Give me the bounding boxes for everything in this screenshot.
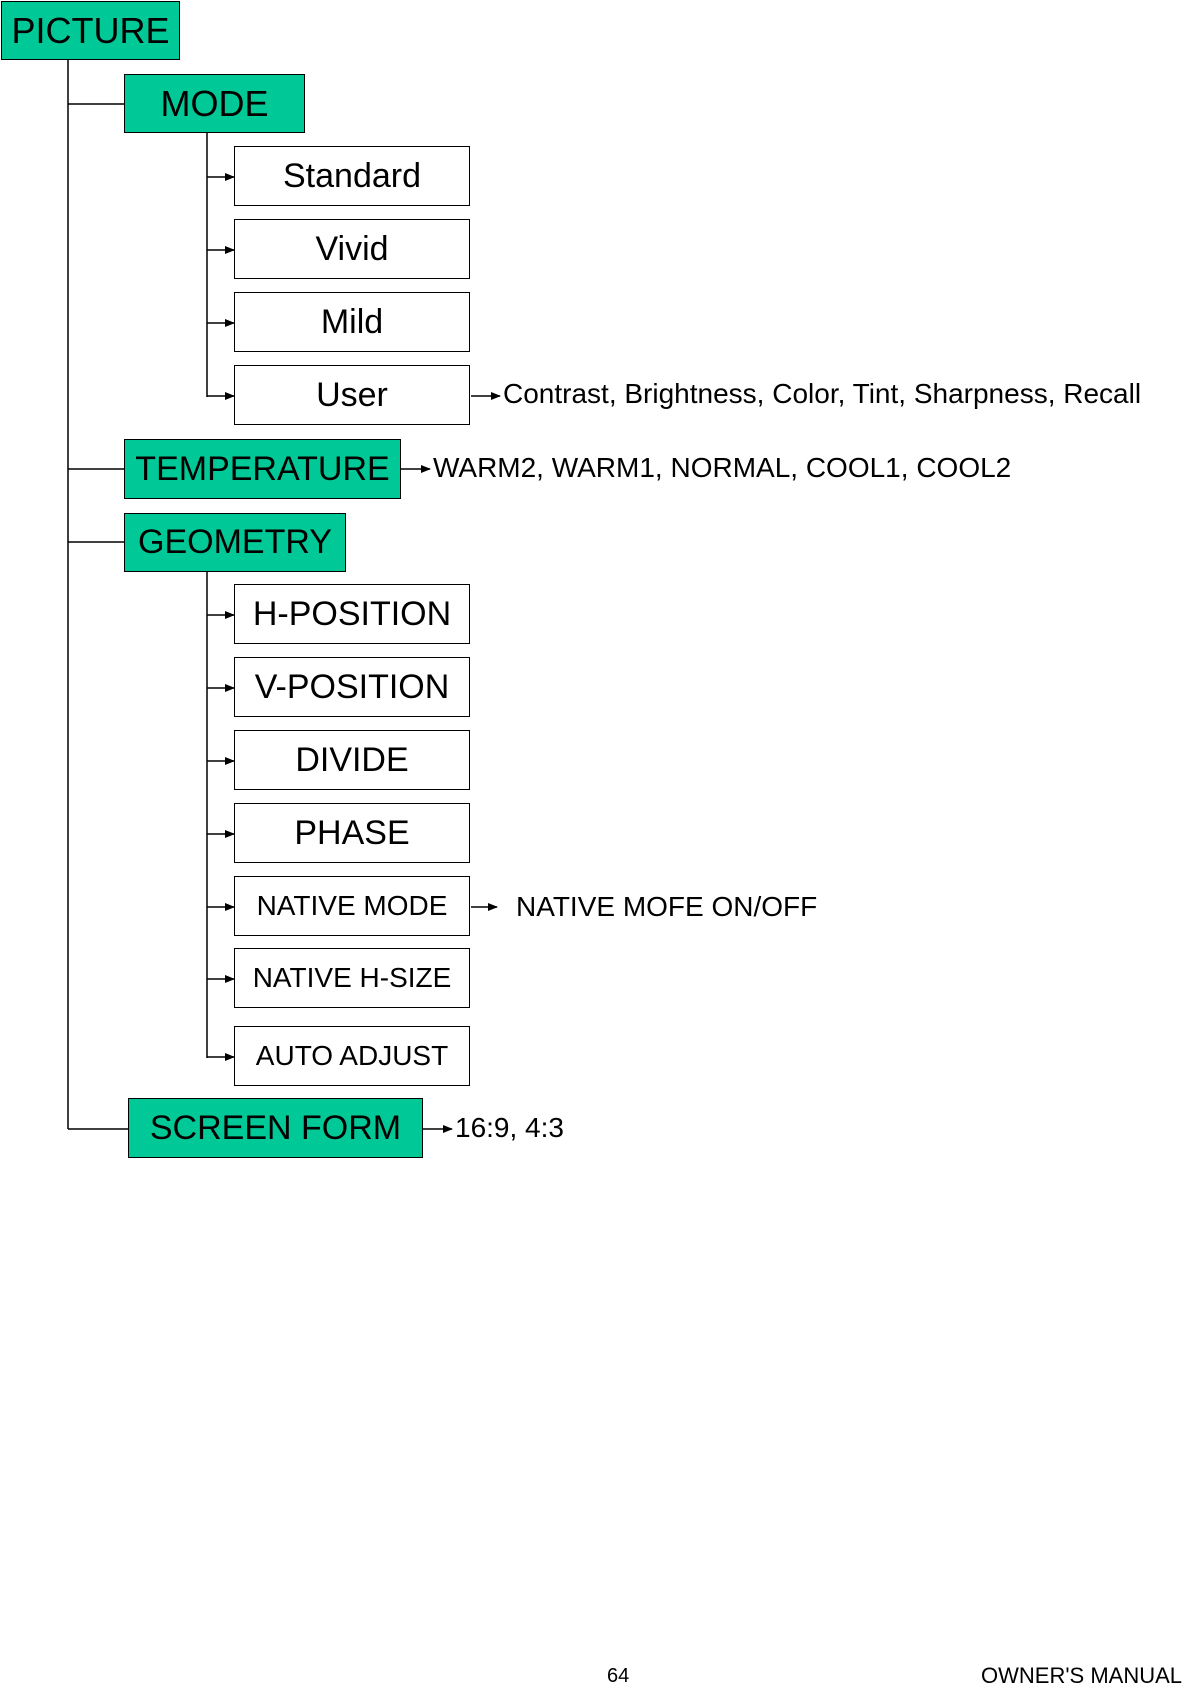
screen-form-label: SCREEN FORM [149, 1108, 402, 1147]
mode-item-label: Standard [283, 156, 421, 195]
mode-item-label: Vivid [315, 229, 389, 268]
geometry-item-h-position [234, 584, 470, 644]
geometry-item-v-position [234, 657, 470, 717]
mode-item-user [234, 365, 470, 425]
mode-node [124, 74, 305, 133]
geometry-item-label: NATIVE MODE [256, 890, 448, 921]
mode-item-mild [234, 292, 470, 352]
mode-item-vivid [234, 219, 470, 279]
geometry-item-native-h-size [234, 948, 470, 1008]
manual-title: OWNER'S MANUAL [981, 1663, 1182, 1688]
mode-item-label: Mild [320, 302, 384, 341]
mode-label: MODE [160, 82, 269, 124]
geometry-node [124, 513, 346, 572]
geometry-item-phase [234, 803, 470, 863]
geometry-item-auto-adjust [234, 1026, 470, 1086]
screen-form-node [128, 1098, 423, 1158]
native-mode-options-text: NATIVE MOFE ON/OFF [516, 891, 818, 922]
geometry-item-label: DIVIDE [295, 740, 409, 779]
picture-node [1, 1, 180, 60]
temperature-options-text: WARM2, WARM1, NORMAL, COOL1, COOL2 [433, 452, 1012, 483]
picture-label: PICTURE [11, 9, 170, 51]
geometry-item-label: PHASE [294, 813, 410, 852]
geometry-item-label: H-POSITION [252, 594, 452, 633]
mode-item-standard [234, 146, 470, 206]
user-options-text: Contrast, Brightness, Color, Tint, Sharpness, Recall [503, 378, 1142, 409]
mode-item-label: User [316, 375, 388, 414]
screen-form-options-text: 16:9, 4:3 [455, 1112, 564, 1143]
geometry-item-native-mode [234, 876, 470, 936]
geometry-item-label: V-POSITION [254, 667, 450, 706]
temperature-label: TEMPERATURE [135, 449, 390, 488]
page-number: 64 [607, 1665, 630, 1687]
geometry-item-label: NATIVE H-SIZE [252, 962, 452, 993]
geometry-item-label: AUTO ADJUST [255, 1040, 449, 1071]
geometry-item-divide [234, 730, 470, 790]
temperature-node [124, 439, 401, 499]
geometry-label: GEOMETRY [138, 523, 332, 561]
